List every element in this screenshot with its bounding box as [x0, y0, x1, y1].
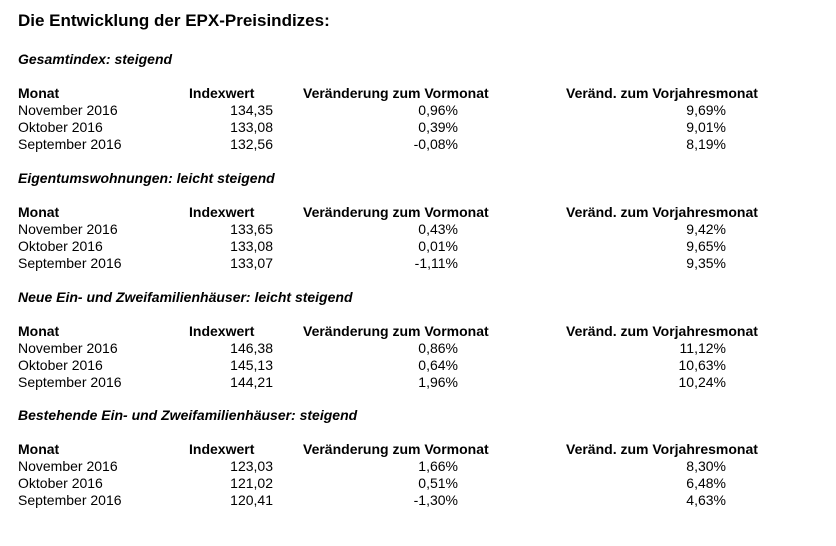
table-row [0, 374, 836, 391]
cell-index: 145,13 [230, 357, 273, 373]
cell-month: November 2016 [18, 102, 118, 118]
cell-month: November 2016 [18, 340, 118, 356]
section-heading: Bestehende Ein- und Zweifamilienhäuser: steigend [18, 407, 358, 423]
table-row [0, 340, 836, 357]
table-header-row [0, 441, 836, 458]
cell-yoy: 4,63% [686, 492, 726, 508]
cell-mom: 0,51% [418, 475, 458, 491]
column-header-month: Monat [18, 441, 60, 457]
cell-yoy: 10,24% [678, 374, 726, 390]
cell-month: Oktober 2016 [18, 475, 103, 491]
table-row [0, 492, 836, 509]
cell-yoy: 8,30% [686, 458, 726, 474]
cell-mom: 1,66% [418, 458, 458, 474]
column-header-month: Monat [18, 323, 60, 339]
cell-index: 132,56 [230, 136, 273, 152]
column-header-yoy: Veränd. zum Vorjahresmonat [566, 441, 758, 457]
section-heading: Gesamtindex: steigend [18, 51, 173, 67]
cell-yoy: 8,19% [686, 136, 726, 152]
column-header-mom: Veränderung zum Vormonat [303, 85, 489, 101]
section-heading: Neue Ein- und Zweifamilienhäuser: leicht steigend [18, 289, 353, 305]
column-header-index: Indexwert [189, 441, 255, 457]
cell-month: November 2016 [18, 458, 118, 474]
column-header-index: Indexwert [189, 323, 255, 339]
cell-index: 133,65 [230, 221, 273, 237]
cell-index: 121,02 [230, 475, 273, 491]
cell-month: November 2016 [18, 221, 118, 237]
column-header-mom: Veränderung zum Vormonat [303, 441, 489, 457]
cell-month: Oktober 2016 [18, 119, 103, 135]
cell-index: 133,08 [230, 119, 273, 135]
cell-mom: 0,43% [418, 221, 458, 237]
column-header-mom: Veränderung zum Vormonat [303, 204, 489, 220]
page-title: Die Entwicklung der EPX-Preisindizes: [18, 11, 330, 30]
column-header-yoy: Veränd. zum Vorjahresmonat [566, 204, 758, 220]
index-table [0, 323, 836, 391]
cell-month: September 2016 [18, 255, 122, 271]
index-table [0, 441, 836, 509]
cell-index: 123,03 [230, 458, 273, 474]
column-header-index: Indexwert [189, 85, 255, 101]
section-heading: Eigentumswohnungen: leicht steigend [18, 170, 275, 186]
table-header-row [0, 323, 836, 340]
cell-mom: 0,64% [418, 357, 458, 373]
table-row [0, 102, 836, 119]
cell-month: September 2016 [18, 492, 122, 508]
cell-mom: 0,39% [418, 119, 458, 135]
column-header-month: Monat [18, 85, 60, 101]
cell-mom: -0,08% [413, 136, 458, 152]
cell-mom: 0,01% [418, 238, 458, 254]
cell-index: 133,07 [230, 255, 273, 271]
cell-index: 133,08 [230, 238, 273, 254]
column-header-mom: Veränderung zum Vormonat [303, 323, 489, 339]
table-header-row [0, 204, 836, 221]
table-row [0, 458, 836, 475]
cell-yoy: 9,35% [686, 255, 726, 271]
cell-month: Oktober 2016 [18, 238, 103, 254]
cell-yoy: 9,42% [686, 221, 726, 237]
cell-mom: -1,30% [413, 492, 458, 508]
table-row [0, 221, 836, 238]
table-row [0, 119, 836, 136]
cell-yoy: 10,63% [678, 357, 726, 373]
cell-yoy: 6,48% [686, 475, 726, 491]
cell-mom: 0,86% [418, 340, 458, 356]
cell-month: September 2016 [18, 374, 122, 390]
cell-mom: 1,96% [418, 374, 458, 390]
column-header-yoy: Veränd. zum Vorjahresmonat [566, 323, 758, 339]
cell-mom: -1,11% [414, 255, 458, 271]
cell-month: Oktober 2016 [18, 357, 103, 373]
cell-index: 144,21 [230, 374, 273, 390]
cell-month: September 2016 [18, 136, 122, 152]
index-table [0, 204, 836, 272]
cell-yoy: 9,69% [686, 102, 726, 118]
column-header-yoy: Veränd. zum Vorjahresmonat [566, 85, 758, 101]
cell-yoy: 9,01% [686, 119, 726, 135]
column-header-index: Indexwert [189, 204, 255, 220]
cell-yoy: 9,65% [686, 238, 726, 254]
table-row [0, 357, 836, 374]
column-header-month: Monat [18, 204, 60, 220]
cell-index: 120,41 [230, 492, 273, 508]
cell-index: 134,35 [230, 102, 273, 118]
cell-yoy: 11,12% [679, 340, 726, 356]
table-row [0, 255, 836, 272]
cell-index: 146,38 [230, 340, 273, 356]
table-row [0, 238, 836, 255]
table-row [0, 475, 836, 492]
index-table [0, 85, 836, 153]
table-header-row [0, 85, 836, 102]
table-row [0, 136, 836, 153]
cell-mom: 0,96% [418, 102, 458, 118]
